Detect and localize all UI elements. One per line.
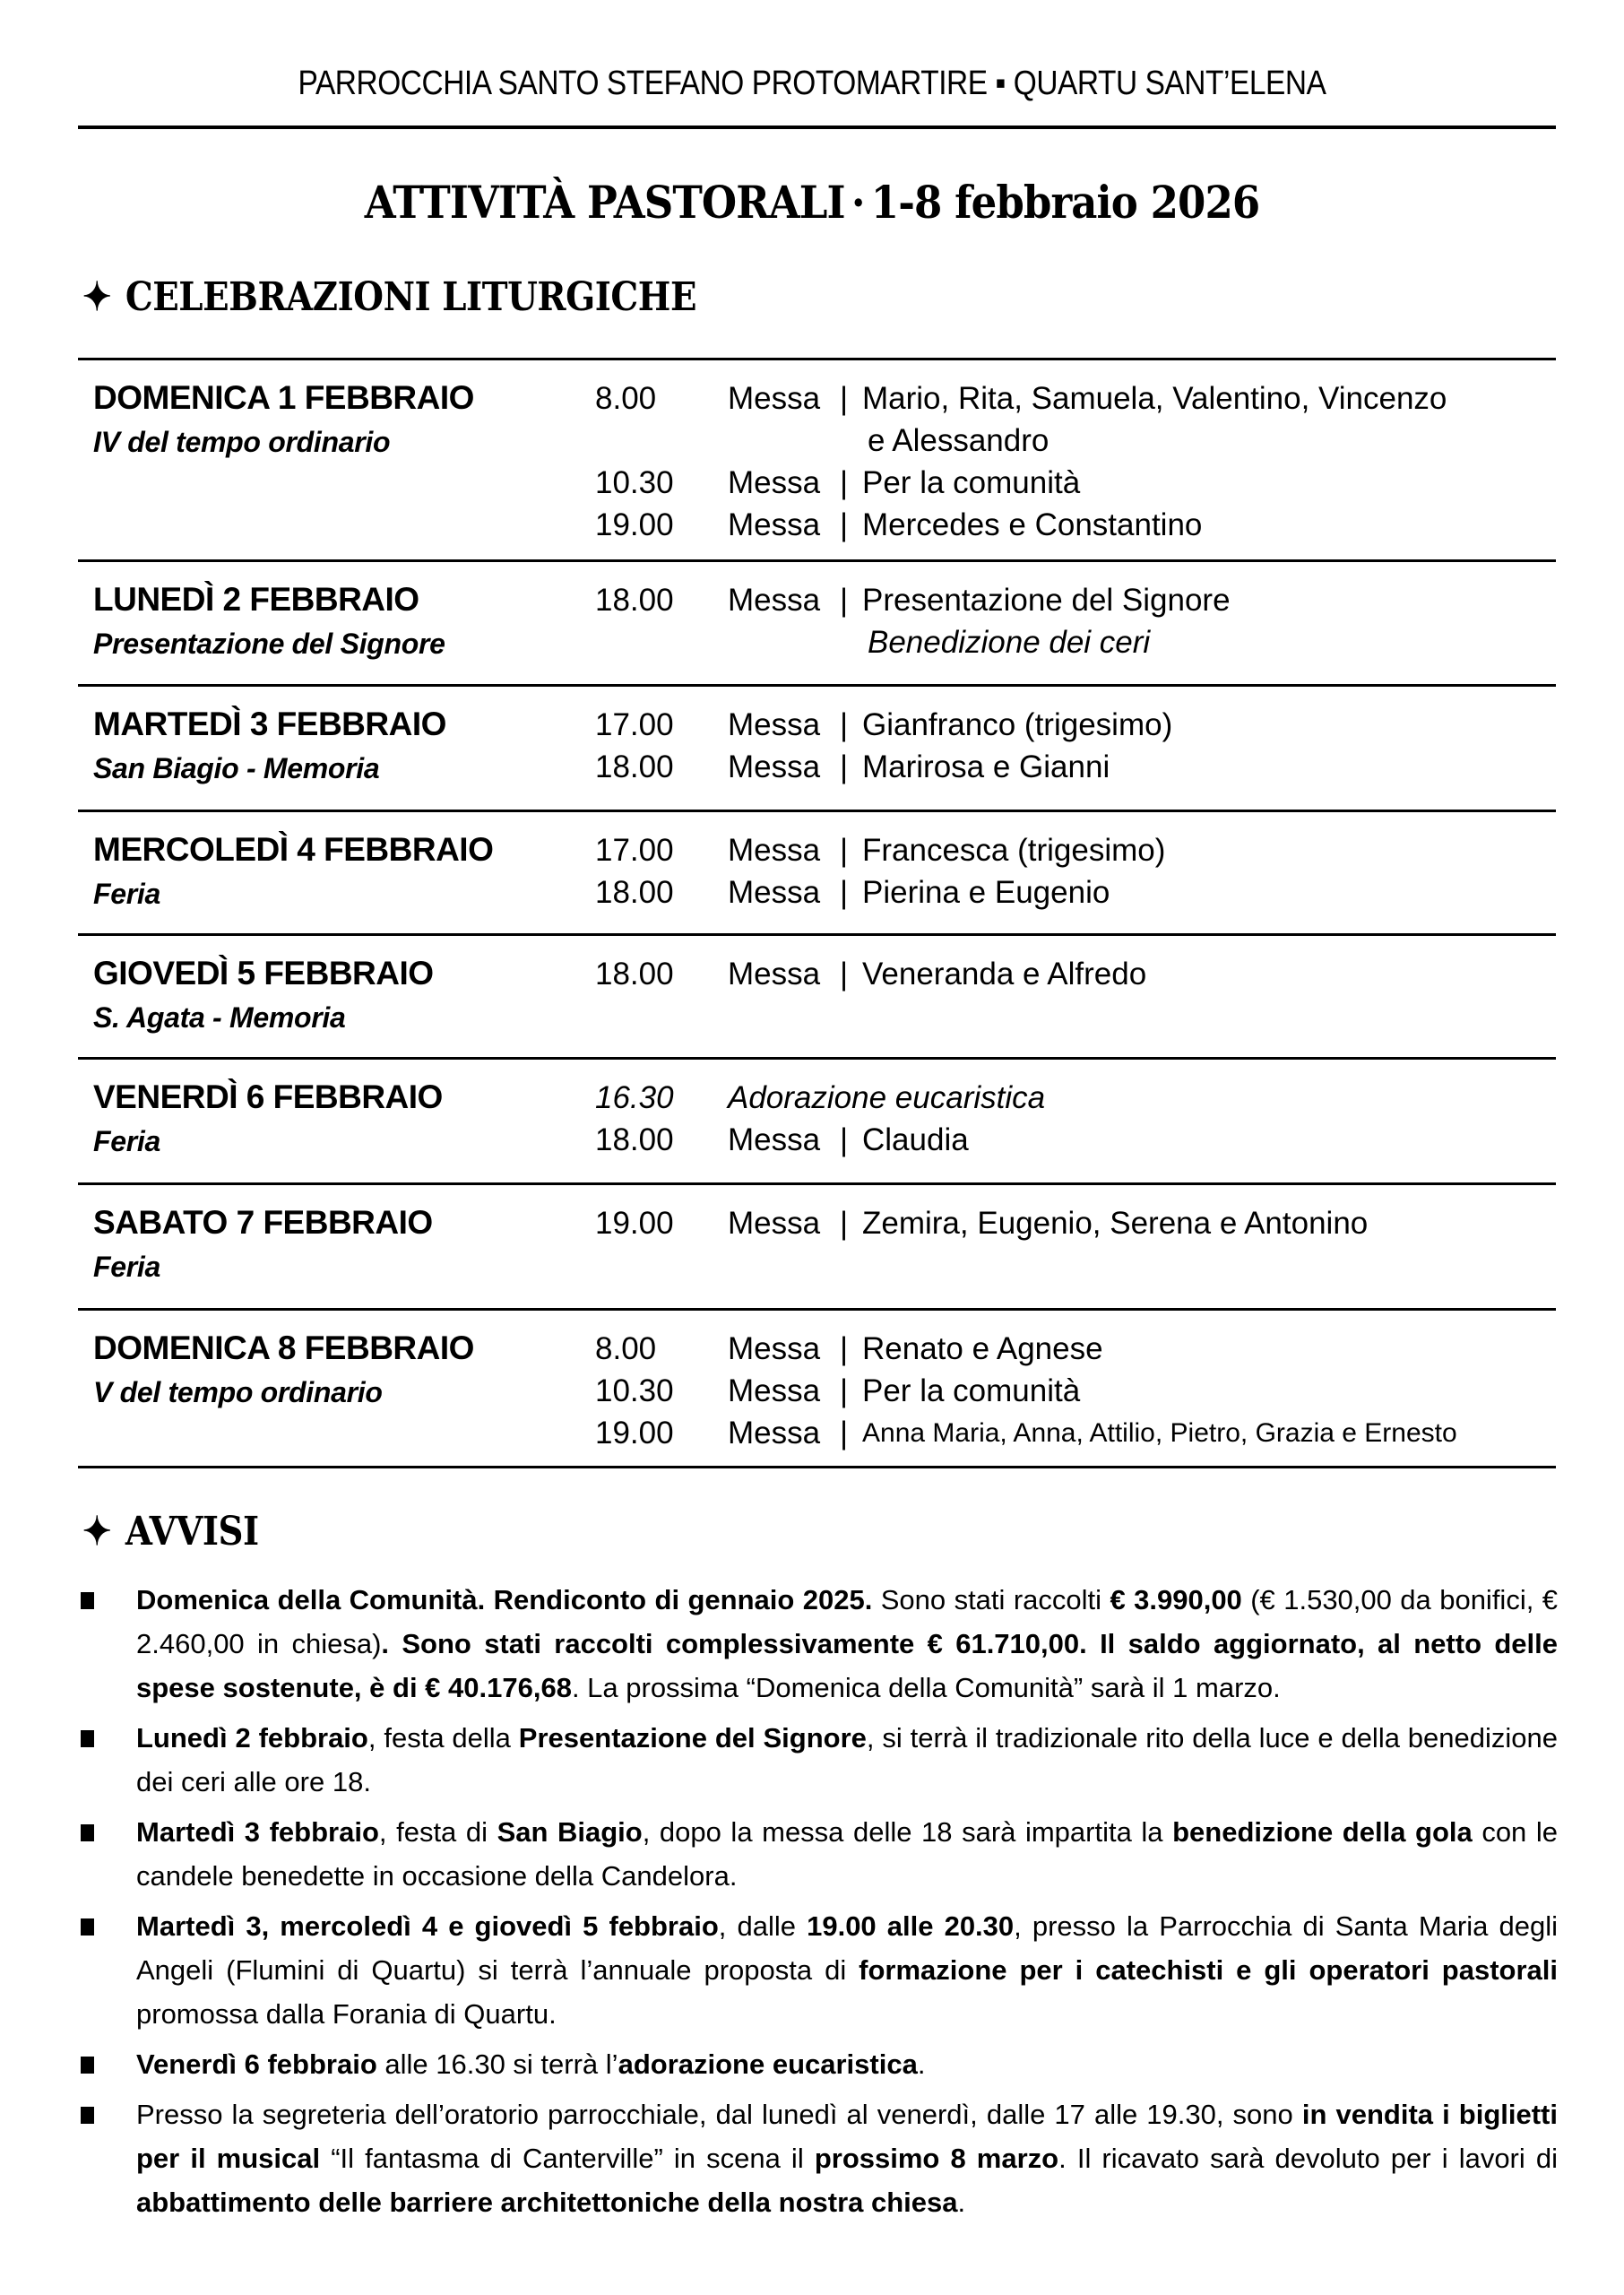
event-type: Messa	[728, 1122, 821, 1157]
square-bullet-icon	[81, 1918, 94, 1936]
header-separator: ▪	[995, 65, 1006, 102]
notice-item	[79, 1904, 1558, 2036]
header-rule	[78, 126, 1556, 129]
row-divider	[78, 684, 1556, 687]
event-time: 10.30	[595, 1373, 674, 1408]
day-name: MARTEDÌ 3 FEBBRAIO	[93, 706, 446, 742]
event-intention: Anna Maria, Anna, Attilio, Pietro, Grazia e Ernesto	[862, 1418, 1457, 1448]
notice-emphasis: benedizione della gola	[1172, 1816, 1473, 1848]
notices-list	[79, 1578, 1558, 2230]
four-pointed-star-icon: ✦	[82, 1509, 112, 1555]
day-name: VENERDÌ 6 FEBBRAIO	[93, 1078, 443, 1115]
day-name: GIOVEDÌ 5 FEBBRAIO	[93, 955, 434, 992]
notice-item	[79, 1578, 1558, 1710]
notice-text: , festa di	[378, 1816, 497, 1848]
event-time: 19.00	[595, 1416, 674, 1451]
event-separator: |	[840, 749, 849, 784]
liturgical-day: V del tempo ordinario	[93, 1376, 383, 1408]
row-divider	[78, 358, 1556, 360]
notice-emphasis: Lunedì 2 febbraio	[136, 1722, 368, 1754]
title-dates: 1-8 febbraio 2026	[870, 176, 1260, 229]
event-separator: |	[840, 707, 849, 742]
square-bullet-icon	[81, 1730, 94, 1747]
event-time: 18.00	[595, 1122, 674, 1157]
section-label: CELEBRAZIONI LITURGICHE	[125, 274, 697, 320]
event-separator: |	[840, 381, 849, 416]
event-intention: Mercedes e Constantino	[862, 507, 1203, 542]
day-label	[93, 1077, 443, 1165]
row-divider	[78, 810, 1556, 812]
notice-emphasis: Martedì 3, mercoledì 4 e giovedì 5 febbraio	[136, 1910, 719, 1942]
day-name: MERCOLEDÌ 4 FEBBRAIO	[93, 831, 494, 868]
notice-text: , dopo la messa delle 18 sarà impartita la	[642, 1816, 1173, 1848]
event-type: Messa	[728, 875, 821, 910]
event-type: Messa	[728, 833, 821, 868]
event-intention: Renato e Agnese	[862, 1331, 1103, 1366]
event-intention-continued: Benedizione dei ceri	[868, 625, 1151, 660]
title-main: ATTIVITÀ PASTORALI	[364, 176, 845, 229]
four-pointed-star-icon: ✦	[82, 274, 112, 320]
day-label	[93, 579, 445, 667]
notice-text: “Il fantasma di Canterville” in scena il	[320, 2143, 815, 2174]
notice-text: (€ 1.530,00 da bonifici, € 2.460,00 in chiesa)	[136, 1584, 1558, 1659]
notice-text: promossa dalla Forania di Quartu.	[136, 1998, 557, 2030]
day-label	[93, 1202, 433, 1290]
square-bullet-icon	[81, 2057, 94, 2074]
section-heading-liturgy	[82, 274, 696, 320]
event-intention: Presentazione del Signore	[862, 583, 1231, 618]
event-intention: Gianfranco (trigesimo)	[862, 707, 1173, 742]
notice-emphasis: abbattimento delle barriere architettoniche della nostra chiesa	[136, 2187, 958, 2218]
day-label	[93, 704, 446, 792]
event-intention: Mario, Rita, Samuela, Valentino, Vincenzo	[862, 381, 1447, 416]
event-separator: |	[840, 1373, 849, 1408]
notice-text: alle 16.30 si terrà l’	[376, 2048, 618, 2080]
notice-emphasis: € 3.990,00	[1110, 1584, 1242, 1615]
notice-text: .	[957, 2187, 966, 2218]
notice-text: , presso la Parrocchia di Santa Maria degli Angeli (Flumini di Quartu) si terrà l’annuale proposta di	[136, 1910, 1558, 1986]
town-name: QUARTU SANT’ELENA	[1013, 65, 1326, 102]
event-type: Messa	[728, 957, 821, 992]
event-separator: |	[840, 1331, 849, 1366]
row-divider	[78, 1466, 1556, 1468]
event-time: 17.00	[595, 833, 674, 868]
day-name: DOMENICA 1 FEBBRAIO	[93, 379, 474, 416]
parish-name: PARROCCHIA SANTO STEFANO PROTOMARTIRE	[298, 65, 988, 102]
day-name: SABATO 7 FEBBRAIO	[93, 1204, 433, 1241]
liturgical-day: Feria	[93, 878, 160, 910]
event-time: 18.00	[595, 749, 674, 784]
notice-item	[79, 1810, 1558, 1898]
day-label	[93, 829, 493, 917]
event-type: Messa	[728, 1206, 821, 1241]
title-separator: ·	[851, 176, 865, 229]
event-intention: Pierina e Eugenio	[862, 875, 1110, 910]
day-name: LUNEDÌ 2 FEBBRAIO	[93, 581, 419, 618]
row-divider	[78, 1182, 1556, 1185]
event-intention-continued: e Alessandro	[868, 423, 1050, 458]
event-separator: |	[840, 1122, 849, 1157]
event-time: 18.00	[595, 875, 674, 910]
notice-text: . La prossima “Domenica della Comunità” sarà il 1 marzo.	[571, 1672, 1281, 1703]
liturgical-day: Feria	[93, 1251, 160, 1283]
event-time: 19.00	[595, 1206, 674, 1241]
event-separator: |	[840, 1416, 849, 1451]
liturgical-day: Presentazione del Signore	[93, 628, 445, 660]
event-separator: |	[840, 875, 849, 910]
event-type: Messa	[728, 1373, 821, 1408]
row-divider	[78, 1308, 1556, 1311]
notice-item	[79, 2042, 1558, 2086]
notice-text: Presso la segreteria dell’oratorio parrocchiale, dal lunedì al venerdì, dalle 17 alle 19.30, sono	[136, 2099, 1302, 2130]
day-label	[93, 1328, 474, 1416]
square-bullet-icon	[81, 2107, 94, 2124]
notice-emphasis: in vendita i biglietti per il musical	[136, 2099, 1558, 2174]
event-time: 18.00	[595, 957, 674, 992]
event-type: Messa	[728, 465, 821, 500]
event-type: Messa	[728, 507, 821, 542]
event-intention: Per la comunità	[862, 465, 1081, 500]
event-type: Messa	[728, 749, 821, 784]
section-label: AVVISI	[125, 1509, 259, 1555]
row-divider	[78, 933, 1556, 936]
day-label	[93, 953, 434, 1041]
event-separator: |	[840, 833, 849, 868]
event-separator: |	[840, 1206, 849, 1241]
notice-emphasis: . Sono stati raccolti complessivamente € 61.710,00. Il saldo aggiornato, al netto delle spese sostenute, è di € 40.176,68	[136, 1628, 1558, 1703]
notice-emphasis: Domenica della Comunità. Rendiconto di gennaio 2025.	[136, 1584, 873, 1615]
event-time: 8.00	[595, 1331, 657, 1366]
event-time: 19.00	[595, 507, 674, 542]
event-intention: Per la comunità	[862, 1373, 1081, 1408]
square-bullet-icon	[81, 1592, 94, 1609]
section-heading-notices	[82, 1509, 259, 1555]
event-time: 17.00	[595, 707, 674, 742]
notice-text: .	[917, 2048, 926, 2080]
event-separator: |	[840, 583, 849, 618]
event-intention: Marirosa e Gianni	[862, 749, 1110, 784]
notice-emphasis: 19.00 alle 20.30	[807, 1910, 1015, 1942]
notice-emphasis: formazione per i catechisti e gli operatori pastorali	[859, 1954, 1558, 1986]
day-name: DOMENICA 8 FEBBRAIO	[93, 1329, 474, 1366]
event-intention: Zemira, Eugenio, Serena e Antonino	[862, 1206, 1369, 1241]
row-divider	[78, 559, 1556, 562]
parish-header	[98, 65, 1527, 103]
event-intention: Francesca (trigesimo)	[862, 833, 1166, 868]
event-type: Messa	[728, 381, 821, 416]
event-time: 8.00	[595, 381, 657, 416]
event-time: 16.30	[595, 1080, 674, 1115]
liturgical-day: San Biagio - Memoria	[93, 752, 380, 784]
notice-text: Sono stati raccolti	[872, 1584, 1110, 1615]
page-title	[82, 176, 1543, 229]
notice-text: , dalle	[718, 1910, 808, 1942]
liturgical-day: S. Agata - Memoria	[93, 1001, 346, 1034]
notice-emphasis: prossimo 8 marzo	[814, 2143, 1059, 2174]
notice-text: , si terrà il tradizionale rito della luce e della benedizione dei ceri alle ore 18.	[136, 1722, 1559, 1797]
event-time: 18.00	[595, 583, 674, 618]
notice-emphasis: Martedì 3 febbraio	[136, 1816, 379, 1848]
liturgical-day: IV del tempo ordinario	[93, 426, 391, 458]
event-separator: |	[840, 465, 849, 500]
square-bullet-icon	[81, 1824, 94, 1841]
event-type: Messa	[728, 1331, 821, 1366]
event-type: Messa	[728, 1416, 821, 1451]
event-type: Adorazione eucaristica	[728, 1080, 1046, 1115]
notice-emphasis: Venerdì 6 febbraio	[136, 2048, 377, 2080]
day-label	[93, 377, 474, 465]
notice-text: con le candele benedette in occasione della Candelora.	[136, 1816, 1558, 1892]
notice-emphasis: San Biagio	[497, 1816, 643, 1848]
notice-text: , festa della	[367, 1722, 519, 1754]
event-intention: Veneranda e Alfredo	[862, 957, 1147, 992]
notice-item	[79, 2092, 1558, 2224]
notice-emphasis: Presentazione del Signore	[518, 1722, 867, 1754]
notice-emphasis: adorazione eucaristica	[618, 2048, 918, 2080]
notice-text: . Il ricavato sarà devoluto per i lavori di	[1058, 2143, 1559, 2174]
event-type: Messa	[728, 707, 821, 742]
event-intention: Claudia	[862, 1122, 969, 1157]
event-time: 10.30	[595, 465, 674, 500]
liturgical-day: Feria	[93, 1125, 160, 1157]
event-separator: |	[840, 957, 849, 992]
row-divider	[78, 1057, 1556, 1060]
event-type: Messa	[728, 583, 821, 618]
notice-item	[79, 1716, 1558, 1804]
event-separator: |	[840, 507, 849, 542]
